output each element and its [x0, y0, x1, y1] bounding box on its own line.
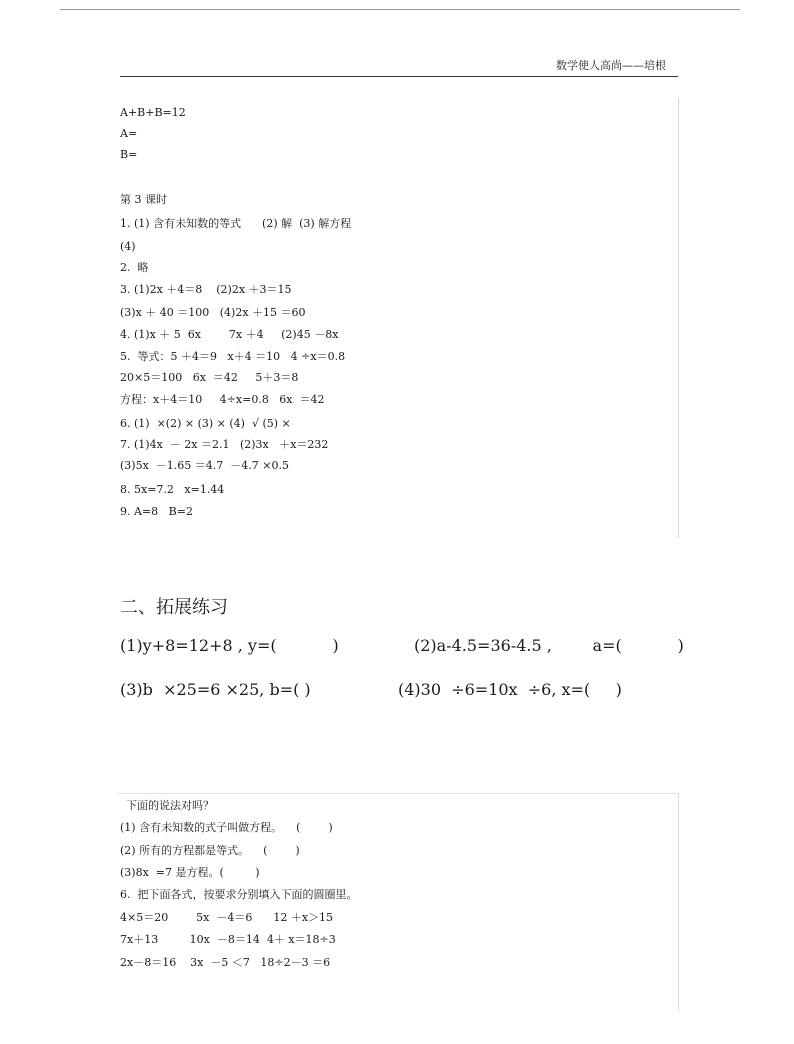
answer-line: 4. (1)x ＋ 5 6x 7x ＋4 (2)45 －8x — [120, 328, 339, 341]
answer-line: 7. (1)4x － 2x ＝2.1 (2)3x ＋x＝232 — [120, 438, 329, 451]
true-false-line: (3)8x =7 是方程。( ) — [120, 866, 260, 879]
section-title-extension: 二、拓展练习 — [120, 597, 228, 618]
answer-line: 20×5＝100 6x ＝42 5＋3＝8 — [120, 371, 299, 384]
answer-line: 1. (1) 含有未知数的等式 (2) 解 (3) 解方程 — [120, 217, 352, 230]
extension-item-2: (2)a-4.5=36-4.5 , a=( ) — [414, 636, 684, 655]
answer-line: A+B+B=12 — [120, 106, 186, 119]
answer-line: 2. 略 — [120, 261, 149, 274]
page-header-title: 数学使人高尚——培根 — [556, 59, 666, 72]
answer-line: A= — [120, 127, 138, 140]
scan-border-top-2 — [118, 793, 678, 794]
true-false-line: 4×5＝20 5x －4＝6 12 ＋x＞15 — [120, 911, 334, 924]
answer-line: 8. 5x=7.2 x=1.44 — [120, 483, 225, 496]
extension-item-3: (3)b ×25=6 ×25, b=( ) — [120, 680, 311, 699]
scan-border-right-1 — [678, 98, 679, 538]
true-false-line: 6. 把下面各式，按要求分别填入下面的圆圈里。 — [120, 888, 358, 901]
answer-line: 5. 等式：5 ＋4＝9 x＋4 ＝10 4 ÷x＝0.8 — [120, 350, 346, 363]
answer-line: (4) — [120, 240, 136, 253]
scan-border-right-2 — [678, 793, 679, 1011]
top-rule — [60, 9, 740, 10]
header-rule — [120, 76, 678, 77]
true-false-line: 7x＋13 10x －8＝14 4＋ x＝18÷3 — [120, 933, 336, 946]
answer-line: 3. (1)2x ＋4＝8 (2)2x ＋3＝15 — [120, 283, 292, 296]
answer-line: 6. (1) ×(2) × (3) × (4) √ (5) × — [120, 417, 291, 430]
true-false-line: 2x－8＝16 3x －5 ＜7 18÷2－3 ＝6 — [120, 956, 331, 969]
answer-line: B= — [120, 148, 138, 161]
true-false-line: (1) 含有未知数的式子叫做方程。 ( ) — [120, 821, 333, 834]
answer-line: 方程：x＋4＝10 4÷x=0.8 6x ＝42 — [120, 393, 325, 406]
true-false-heading: 下面的说法对吗？ — [126, 799, 214, 812]
extension-item-4: (4)30 ÷6=10x ÷6, x=( ) — [398, 680, 622, 699]
lesson-title: 第 3 课时 — [120, 193, 167, 206]
answer-line: (3)x ＋ 40 ＝100 (4)2x ＋15 ＝60 — [120, 306, 306, 319]
extension-item-1: (1)y+8=12+8 , y=( ) — [120, 636, 339, 655]
answer-line: 9. A=8 B=2 — [120, 505, 193, 518]
true-false-line: (2) 所有的方程都是等式。 ( ) — [120, 844, 300, 857]
answer-line: (3)5x －1.65 ＝4.7 －4.7 ×0.5 — [120, 459, 289, 472]
